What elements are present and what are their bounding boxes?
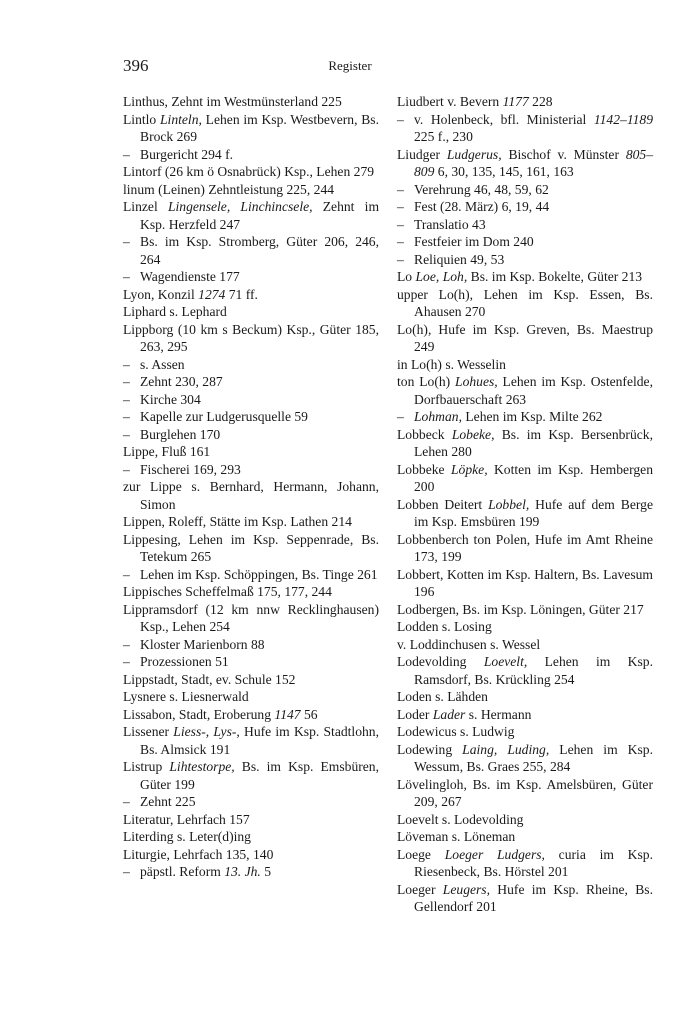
entry-text: in Lo(h) s. Wesselin: [397, 356, 506, 372]
subentry-dash: –: [123, 409, 130, 424]
entry-text: 225 f., 230: [414, 129, 473, 144]
entry-text: zur Lippe s. Bernhard, Hermann, Johann, Simon: [123, 479, 379, 512]
subentry-dash: –: [397, 216, 404, 232]
entry-text: päpstl. Reform: [140, 864, 225, 879]
entry-text: Literatur, Lehrfach 157: [123, 811, 250, 827]
entry-text: Liturgie, Lehrfach 135, 140: [123, 846, 274, 862]
index-entry: [397, 373, 653, 408]
entry-text: s. Assen: [140, 356, 185, 372]
index-subentry: [397, 216, 653, 234]
subentry-dash: –: [123, 391, 130, 407]
entry-text: Reliquien 49, 53: [414, 251, 505, 267]
index-entry: [123, 321, 379, 356]
index-entry: [123, 286, 379, 304]
running-head: Register: [328, 58, 372, 73]
index-entry: [123, 198, 379, 233]
page-number: 396: [123, 56, 149, 75]
entry-text: Lehen im Ksp. Schöppingen, Bs. Tinge 261: [140, 566, 378, 582]
entry-text: Linzel: [123, 199, 168, 214]
index-subentry: [397, 181, 653, 199]
entry-variant-italic: Laing, Luding,: [462, 741, 550, 757]
index-entry: [123, 478, 379, 513]
index-entry: [123, 93, 379, 111]
entry-text: Wagendienste 177: [140, 269, 240, 284]
index-entry: [397, 531, 653, 566]
entry-variant-italic: Lihtestorpe,: [169, 759, 235, 774]
index-subentry: [397, 198, 653, 216]
subentry-dash: –: [397, 251, 404, 267]
entry-text: Loeger: [397, 881, 443, 897]
entry-text: Loder: [397, 706, 433, 722]
entry-text: Liphard s. Lephard: [123, 304, 227, 319]
entry-text: Lippborg (10 km s Beckum) Ksp., Güter 185, 263, 295: [123, 321, 379, 354]
index-entry: [397, 881, 653, 916]
index-entry: [397, 741, 653, 776]
entry-text: Burgericht 294 f.: [140, 146, 233, 162]
entry-text: 5: [260, 864, 272, 879]
index-entry: [397, 618, 653, 636]
entry-text: Loege: [397, 846, 445, 862]
entry-variant-italic: Löpke,: [450, 461, 488, 477]
index-subentry: [123, 793, 379, 811]
entry-text: Lobbenberch ton Polen, Hufe im Amt Rheine 173, 199: [397, 531, 653, 564]
index-entry: [397, 828, 653, 846]
index-entry: [123, 758, 379, 793]
index-entry: [123, 111, 379, 146]
index-subentry: [123, 146, 379, 164]
index-entry: [397, 146, 653, 181]
entry-text: Literding s. Leter(d)ing: [123, 829, 251, 844]
subentry-dash: –: [397, 409, 404, 424]
entry-text: Fest (28. März) 6, 19, 44: [414, 199, 550, 214]
index-entry: [123, 163, 379, 181]
subentry-dash: –: [123, 426, 130, 442]
entry-variant-italic: 1142–1189: [593, 111, 653, 127]
index-entry: [397, 688, 653, 706]
index-subentry: [123, 233, 379, 268]
entry-variant-italic: 13. Jh.: [224, 864, 261, 879]
entry-variant-italic: Leugers,: [442, 881, 490, 897]
index-entry: [123, 443, 379, 461]
entry-text: Burglehen 170: [140, 426, 221, 442]
entry-text: Loden s. Lähden: [397, 689, 488, 704]
index-subentry: [123, 636, 379, 654]
entry-text: Lissener: [123, 724, 174, 739]
entry-text: Bischof v. Münster: [501, 146, 626, 162]
entry-text: v. Holenbeck, bfl. Ministerial: [414, 111, 594, 127]
index-column-left: [123, 93, 379, 881]
entry-variant-italic: Lohues,: [455, 374, 498, 389]
index-entry: [397, 461, 653, 496]
index-entry: [397, 321, 653, 356]
subentry-dash: –: [397, 199, 404, 214]
index-entry: [397, 496, 653, 531]
entry-text: Lobben Deitert: [397, 496, 489, 512]
entry-text: Lysnere s. Liesnerwald: [123, 689, 249, 704]
entry-text: Lintlo: [123, 111, 160, 127]
index-entry: [397, 653, 653, 688]
index-entry: [123, 303, 379, 321]
index-subentry: [397, 251, 653, 269]
subentry-dash: –: [123, 374, 130, 389]
index-entry: [397, 286, 653, 321]
index-entry: [123, 513, 379, 531]
index-subentry: [123, 653, 379, 671]
index-subentry: [123, 391, 379, 409]
index-entry: [397, 776, 653, 811]
subentry-dash: –: [123, 636, 130, 652]
index-entry: [123, 706, 379, 724]
subentry-dash: –: [123, 864, 130, 879]
index-entry: [397, 846, 653, 881]
entry-text: Lo(h), Hufe im Ksp. Greven, Bs. Maestrup 249: [397, 321, 653, 354]
entry-text: Lippe, Fluß 161: [123, 444, 211, 459]
subentry-dash: –: [397, 234, 404, 249]
entry-text: Lyon, Konzil: [123, 286, 199, 302]
index-entry: [123, 846, 379, 864]
index-entry: [397, 426, 653, 461]
entry-text: Kirche 304: [140, 391, 201, 407]
entry-text: Loevelt s. Lodevolding: [397, 811, 524, 827]
entry-text: 56: [300, 706, 318, 722]
entry-text: 6, 30, 135, 145, 161, 163: [434, 164, 574, 179]
entry-variant-italic: Lingensele, Linchincsele,: [167, 199, 313, 214]
entry-text: Liudger: [397, 146, 447, 162]
entry-text: Lehen im Ksp. Westbevern, Bs. Brock 269: [140, 111, 379, 144]
index-entry: [123, 828, 379, 846]
index-subentry: [123, 356, 379, 374]
index-entry: [397, 706, 653, 724]
index-entry: [123, 531, 379, 566]
entry-text: Lippramsdorf (12 km nnw Recklinghausen) Ksp., Lehen 254: [123, 601, 379, 634]
index-entry: [397, 723, 653, 741]
entry-text: Bs. im Ksp. Emsbüren, Güter 199: [140, 759, 379, 792]
index-subentry: [397, 111, 653, 146]
entry-text: Lobbeke: [397, 461, 451, 477]
index-subentry: [123, 408, 379, 426]
index-subentry: [397, 233, 653, 251]
subentry-dash: –: [123, 269, 130, 284]
entry-text: Lehen im Ksp. Wessum, Bs. Graes 255, 284: [414, 741, 653, 774]
index-entry: [123, 601, 379, 636]
entry-text: Fischerei 169, 293: [140, 461, 241, 477]
index-entry: [397, 566, 653, 601]
entry-text: Lippisches Scheffelmaß 175, 177, 244: [123, 584, 332, 599]
entry-text: 228: [528, 94, 553, 109]
index-entry: [397, 93, 653, 111]
subentry-dash: –: [123, 146, 130, 162]
index-entry: [123, 181, 379, 199]
entry-variant-italic: Lobbel,: [488, 496, 530, 512]
entry-text: Lippstadt, Stadt, ev. Schule 152: [123, 671, 296, 687]
entry-text: Lintorf (26 km ö Osnabrück) Ksp., Lehen 279: [123, 164, 375, 179]
subentry-dash: –: [123, 654, 130, 669]
index-subentry: [123, 566, 379, 584]
entry-text: Lippen, Roleff, Stätte im Ksp. Lathen 214: [123, 514, 352, 529]
entry-text: Lehen im Ksp. Ramsdorf, Bs. Krückling 254: [414, 654, 653, 687]
entry-text: Lo: [397, 269, 416, 284]
index-subentry: [123, 461, 379, 479]
entry-text: Kapelle zur Ludgerusquelle 59: [140, 409, 308, 424]
entry-variant-italic: Loevelt,: [483, 654, 528, 669]
entry-text: Lissabon, Stadt, Eroberung: [123, 706, 275, 722]
entry-text: Prozessionen 51: [140, 654, 229, 669]
index-entry: [123, 671, 379, 689]
index-entry: [123, 688, 379, 706]
index-entry: [123, 723, 379, 758]
subentry-dash: –: [123, 566, 130, 582]
index-entry: [397, 268, 653, 286]
entry-text: Löveman s. Löneman: [397, 829, 516, 844]
index-entry: [397, 601, 653, 619]
entry-text: Verehrung 46, 48, 59, 62: [414, 181, 549, 197]
index-subentry: [397, 408, 653, 426]
entry-text: Kloster Marienborn 88: [140, 636, 265, 652]
entry-text: ton Lo(h): [397, 374, 456, 389]
index-entry: [397, 636, 653, 654]
entry-text: Lobbeck: [397, 426, 452, 442]
entry-text: Hufe auf dem Berge im Ksp. Emsbüren 199: [414, 496, 653, 529]
entry-text: Lövelingloh, Bs. im Ksp. Amelsbüren, Güter 209, 267: [397, 776, 653, 809]
subentry-dash: –: [397, 181, 404, 197]
subentry-dash: –: [123, 794, 130, 809]
index-entry: [397, 356, 653, 374]
entry-text: Bs. im Ksp. Bokelte, Güter 213: [467, 269, 643, 284]
entry-text: linum (Leinen) Zehntleistung 225, 244: [123, 181, 335, 197]
entry-variant-italic: Loe, Loh,: [415, 269, 468, 284]
entry-text: Liudbert v. Bevern: [397, 94, 503, 109]
entry-text: Lodbergen, Bs. im Ksp. Löningen, Güter 217: [397, 601, 644, 617]
index-subentry: [123, 268, 379, 286]
index-subentry: [123, 373, 379, 391]
entry-text: Bs. im Ksp. Stromberg, Güter 206, 246, 264: [140, 234, 379, 267]
entry-variant-italic: Lobeke,: [451, 426, 495, 442]
entry-text: Hufe im Ksp. Rheine, Bs. Gellendorf 201: [414, 881, 653, 914]
index-column-right: [397, 93, 653, 916]
index-entry: [397, 811, 653, 829]
entry-variant-italic: 1274: [198, 286, 226, 302]
entry-text: Lehen im Ksp. Milte 262: [461, 409, 603, 424]
entry-text: Lodden s. Losing: [397, 619, 492, 634]
entry-variant-italic: Lohman,: [414, 409, 462, 424]
entry-text: Lodewicus s. Ludwig: [397, 724, 515, 739]
entry-text: Bs. im Ksp. Bersenbrück, Lehen 280: [414, 426, 653, 459]
entry-variant-italic: Loeger Ludgers,: [444, 846, 545, 862]
entry-text: Zehnt 225: [140, 794, 196, 809]
entry-variant-italic: Lader: [432, 706, 466, 722]
index-subentry: [123, 426, 379, 444]
entry-text: Kotten im Ksp. Hembergen 200: [414, 461, 653, 494]
entry-text: Lehen im Ksp. Ostenfelde, Dorfbauerschaft 263: [414, 374, 653, 407]
entry-text: upper Lo(h), Lehen im Ksp. Essen, Bs. Ahausen 270: [397, 286, 653, 319]
entry-variant-italic: 1147: [274, 706, 301, 722]
entry-variant-italic: Linteln,: [159, 111, 202, 127]
entry-text: Lodewing: [397, 741, 463, 757]
entry-text: Hufe im Ksp. Stadtlohn, Bs. Almsick 191: [140, 724, 379, 757]
subentry-dash: –: [123, 461, 130, 477]
entry-text: s. Hermann: [465, 706, 532, 722]
entry-text: curia im Ksp. Riesenbeck, Bs. Hörstel 201: [414, 846, 653, 879]
index-entry: [123, 583, 379, 601]
entry-text: Lippesing, Lehen im Ksp. Seppenrade, Bs. Tetekum 265: [123, 531, 379, 564]
subentry-dash: –: [397, 111, 404, 127]
entry-text: v. Loddinchusen s. Wessel: [397, 636, 541, 652]
entry-text: Zehnt im Ksp. Herzfeld 247: [140, 199, 380, 232]
entry-text: Translatio 43: [414, 216, 486, 232]
subentry-dash: –: [123, 356, 130, 372]
entry-text: Lobbert, Kotten im Ksp. Haltern, Bs. Lavesum 196: [397, 566, 653, 599]
entry-text: Festfeier im Dom 240: [414, 234, 534, 249]
entry-text: Linthus, Zehnt im Westmünsterland 225: [123, 94, 342, 109]
entry-variant-italic: Ludgerus,: [446, 146, 502, 162]
index-subentry: [123, 863, 379, 881]
entry-variant-italic: 805–809: [414, 146, 653, 179]
index-entry: [123, 811, 379, 829]
entry-text: Lodevolding: [397, 654, 484, 669]
entry-variant-italic: Liess-, Lys-,: [173, 724, 240, 739]
entry-text: Listrup: [123, 759, 170, 774]
entry-text: 71 ff.: [225, 286, 258, 302]
subentry-dash: –: [123, 234, 130, 249]
entry-text: Zehnt 230, 287: [140, 374, 223, 389]
entry-variant-italic: 1177: [502, 94, 529, 109]
